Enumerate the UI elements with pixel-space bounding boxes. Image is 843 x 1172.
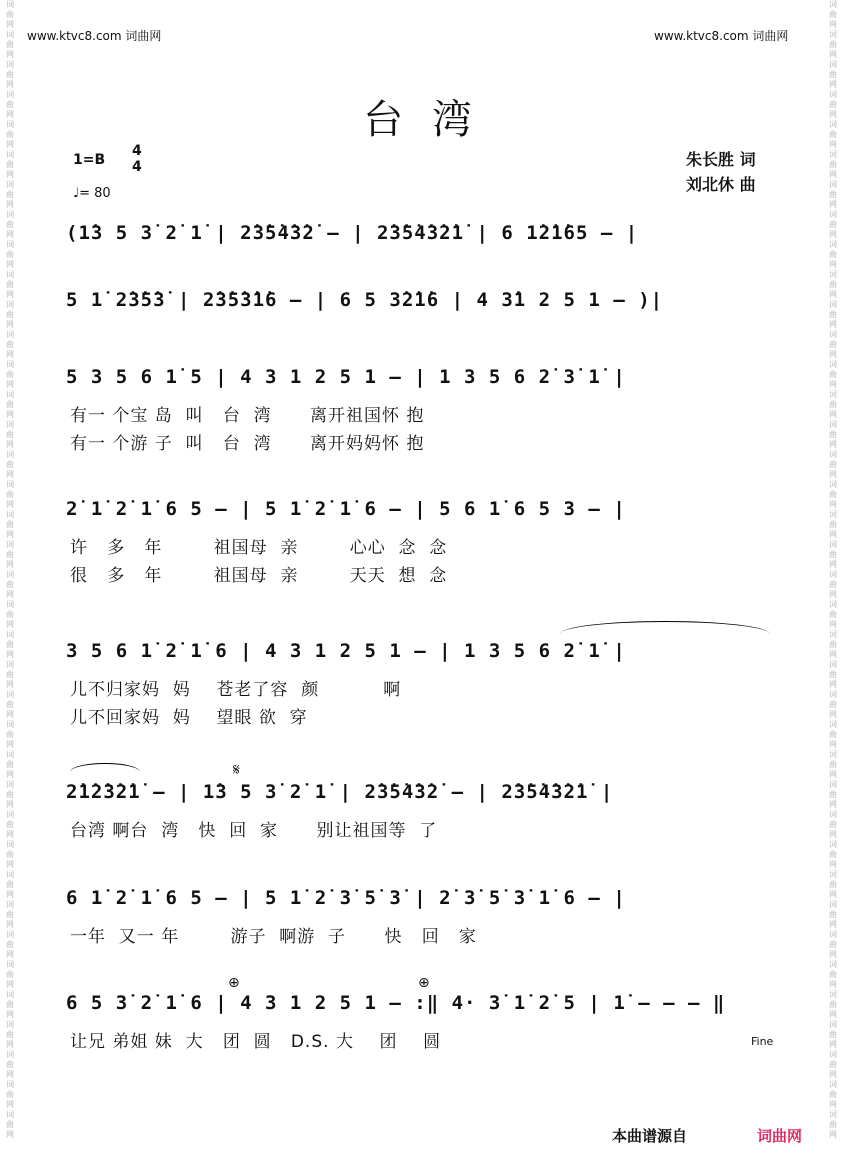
watermark-char: 词 [6,1050,14,1059]
watermark-char: 网 [6,950,14,959]
watermark-char: 网 [6,110,14,119]
lyric-line-2: 很 多 年 祖国母 亲 天天 想 念 [70,566,448,586]
watermark-char: 网 [6,1070,14,1079]
watermark-char: 词 [829,720,837,729]
watermark-char: 曲 [829,70,837,79]
watermark-char: 词 [829,900,837,909]
watermark-char: 网 [829,770,837,779]
watermark-char: 词 [829,480,837,489]
quarter-note-icon: ♩ [73,186,80,201]
watermark-char: 词 [6,720,14,729]
watermark-char: 曲 [829,700,837,709]
watermark-char: 网 [6,710,14,719]
watermark-char: 词 [6,840,14,849]
watermark-char: 网 [6,620,14,629]
phrase-slur-2 [70,763,140,772]
watermark-char: 词 [6,300,14,309]
watermark-char: 网 [829,170,837,179]
watermark-char: 网 [6,470,14,479]
time-sig-top: 4 [132,143,142,159]
watermark-char: 曲 [6,130,14,139]
watermark-char: 曲 [829,550,837,559]
watermark-char: 曲 [829,610,837,619]
watermark-char: 网 [829,530,837,539]
watermark-char: 曲 [829,520,837,529]
watermark-char: 曲 [829,10,837,19]
watermark-char: 网 [6,170,14,179]
watermark-char: 曲 [6,550,14,559]
watermark-char: 网 [829,260,837,269]
watermark-char: 曲 [829,130,837,139]
watermark-char: 词 [829,180,837,189]
watermark-char: 词 [829,840,837,849]
watermark-char: 词 [6,0,14,9]
watermark-char: 词 [6,630,14,639]
watermark-char: 网 [6,530,14,539]
watermark-char: 词 [6,90,14,99]
song-title: 台 湾 [363,97,480,143]
watermark-char: 词 [6,660,14,669]
watermark-char: 网 [829,440,837,449]
watermark-char: 词 [6,180,14,189]
watermark-char: 网 [6,1010,14,1019]
watermark-char: 词 [829,270,837,279]
watermark-char: 词 [6,120,14,129]
watermark-char: 词 [6,540,14,549]
watermark-char: 网 [829,350,837,359]
footer-source-label: 本曲谱源自 [612,1127,688,1145]
watermark-char: 网 [829,860,837,869]
watermark-char: 网 [6,1100,14,1109]
watermark-char: 曲 [829,220,837,229]
watermark-char: 曲 [6,1030,14,1039]
watermark-char: 网 [6,560,14,569]
watermark-char: 词 [6,1110,14,1119]
watermark-char: 词 [829,30,837,39]
watermark-char: 网 [829,800,837,809]
watermark-char: 网 [829,80,837,89]
watermark-char: 词 [829,330,837,339]
watermark-char: 曲 [829,940,837,949]
notation-row: 6 5 3̇ 2̇ 1̇ 6 | 4 3 1 2 5 1 – :‖ 4· 3̇ 1̇ 2̇ 5 | 1̇ – – – ‖ [66,992,726,1014]
watermark-char: 网 [829,680,837,689]
watermark-char: 词 [829,0,837,9]
watermark-char: 曲 [829,880,837,889]
watermark-char: 曲 [6,1000,14,1009]
watermark-char: 网 [6,380,14,389]
watermark-char: 网 [829,110,837,119]
watermark-char: 网 [829,50,837,59]
watermark-char: 词 [829,1050,837,1059]
watermark-char: 词 [6,210,14,219]
watermark-char: 网 [829,1010,837,1019]
watermark-char: 曲 [829,340,837,349]
watermark-char: 网 [6,500,14,509]
watermark-char: 网 [829,830,837,839]
watermark-char: 曲 [6,580,14,589]
notation-row: 2̇ 1̇ 2̇ 1̇ 6 5 – | 5 1̇ 2̇ 1̇ 6 – | 5 6 1̇ 6 5 3 – | [66,498,626,520]
watermark-char: 网 [6,200,14,209]
watermark-char: 曲 [6,670,14,679]
watermark-char: 网 [6,140,14,149]
watermark-char: 词 [6,750,14,759]
watermark-char: 词 [6,930,14,939]
watermark-char: 曲 [829,760,837,769]
watermark-char: 网 [6,800,14,809]
watermark-char: 曲 [829,40,837,49]
watermark-char: 曲 [6,370,14,379]
watermark-char: 曲 [6,1090,14,1099]
watermark-char: 网 [6,920,14,929]
watermark-char: 曲 [6,790,14,799]
notation-row: 5 3 5 6 1̇ 5 | 4 3 1 2 5 1 – | 1 3 5 6 2̇ 3̇ 1̇ | [66,366,626,388]
watermark-char: 曲 [6,640,14,649]
notation-row: 2̇1̇2̇3̇2̇1̇ – | 1̇3 5 3̇ 2̇ 1̇ | 2̇3̇5̇4̇3̇2̇ – | 2̇3̇5̇4̇3̇2̇1̇ | [66,781,614,803]
watermark-char: 网 [829,380,837,389]
watermark-char: 曲 [6,160,14,169]
watermark-char: 词 [829,990,837,999]
composer: 刘北休 曲 [686,175,756,194]
watermark-char: 网 [829,620,837,629]
watermark-char: 曲 [6,70,14,79]
notation-row: (1̇3 5 3̇ 2̇ 1̇ | 2̇3̇5̇4̇3̇2̇ – | 2̇3̇5̇4̇3̇2̇1̇ | 6 1̇2̇1̇65 – | [66,222,639,244]
key-signature: 1=B [73,152,106,168]
watermark-char: 曲 [6,820,14,829]
lyric-line-1: 一年 又一 年 游子 啊游 子 快 回 家 [70,927,477,947]
watermark-char: 词 [6,420,14,429]
notation-row: 3 5 6 1̇ 2̇ 1̇ 6 | 4 3 1 2 5 1 – | 1 3 5 6 2̇ 1̇ | [66,640,626,662]
watermark-char: 词 [829,60,837,69]
watermark-char: 词 [6,150,14,159]
watermark-char: 曲 [6,460,14,469]
right-watermark-strip [825,0,841,1172]
watermark-char: 词 [6,1080,14,1089]
watermark-char: 曲 [6,220,14,229]
watermark-char: 词 [6,390,14,399]
watermark-char: 词 [829,90,837,99]
watermark-char: 词 [829,660,837,669]
watermark-char: 网 [6,80,14,89]
watermark-char: 曲 [6,400,14,409]
watermark-char: 词 [6,270,14,279]
watermark-char: 词 [829,150,837,159]
watermark-char: 词 [6,1020,14,1029]
watermark-char: 词 [829,450,837,459]
watermark-char: 网 [6,320,14,329]
watermark-char: 词 [829,1110,837,1119]
watermark-char: 词 [829,300,837,309]
watermark-char: 曲 [6,940,14,949]
watermark-char: 词 [829,1080,837,1089]
watermark-char: 网 [6,770,14,779]
watermark-char: 曲 [829,970,837,979]
watermark-char: 曲 [829,280,837,289]
watermark-char: 网 [829,410,837,419]
watermark-char: 曲 [6,310,14,319]
watermark-char: 词 [829,1020,837,1029]
watermark-char: 曲 [6,430,14,439]
watermark-char: 词 [829,210,837,219]
watermark-char: 网 [6,50,14,59]
watermark-char: 网 [6,20,14,29]
watermark-char: 网 [6,650,14,659]
watermark-char: 词 [829,750,837,759]
watermark-char: 词 [6,690,14,699]
watermark-char: 网 [829,140,837,149]
phrase-slur [560,621,770,634]
watermark-char: 词 [6,30,14,39]
watermark-char: 曲 [829,1000,837,1009]
watermark-char: 曲 [6,1060,14,1069]
watermark-char: 网 [829,20,837,29]
lyricist: 朱长胜 词 [686,150,756,169]
lyric-line-1: 台湾 啊台 湾 快 回 家 别让祖国等 了 [70,821,438,841]
watermark-char: 曲 [829,250,837,259]
watermark-char: 曲 [6,190,14,199]
fine-mark: Fine [751,1035,774,1048]
lyric-line-2: 儿不回家妈 妈 望眼 欲 穿 [70,708,308,728]
watermark-char: 词 [6,600,14,609]
watermark-char: 曲 [829,490,837,499]
watermark-char: 网 [6,260,14,269]
watermark-char: 词 [6,990,14,999]
lyric-line-1: 许 多 年 祖国母 亲 心心 念 念 [70,538,448,558]
watermark-char: 曲 [6,1120,14,1129]
lyric-line-2: 有一 个游 子 叫 台 湾 离开妈妈怀 抱 [70,434,425,454]
watermark-char: 网 [829,1130,837,1139]
watermark-char: 网 [829,980,837,989]
watermark-char: 曲 [6,850,14,859]
watermark-char: 曲 [6,100,14,109]
watermark-char: 网 [829,950,837,959]
watermark-char: 曲 [6,730,14,739]
header-url-right[interactable]: www.ktvc8.com 词曲网 [654,29,789,43]
watermark-char: 网 [829,1040,837,1049]
segno-icon: 𝄋 [233,760,240,779]
watermark-char: 曲 [6,910,14,919]
watermark-char: 网 [6,830,14,839]
watermark-char: 词 [829,690,837,699]
watermark-char: 曲 [6,250,14,259]
watermark-char: 曲 [6,760,14,769]
watermark-char: 网 [6,230,14,239]
watermark-char: 网 [6,410,14,419]
watermark-char: 网 [829,470,837,479]
watermark-char: 词 [829,420,837,429]
watermark-char: 曲 [829,580,837,589]
watermark-char: 网 [6,1040,14,1049]
watermark-char: 曲 [6,700,14,709]
header-url-left[interactable]: www.ktvc8.com 词曲网 [27,29,162,43]
watermark-char: 网 [6,680,14,689]
watermark-char: 网 [6,590,14,599]
watermark-char: 词 [829,780,837,789]
watermark-char: 曲 [829,160,837,169]
watermark-char: 词 [829,360,837,369]
coda-icon: ⊕ [228,975,240,991]
watermark-char: 曲 [6,40,14,49]
watermark-char: 曲 [6,280,14,289]
watermark-char: 词 [6,810,14,819]
watermark-char: 网 [829,920,837,929]
watermark-char: 网 [6,890,14,899]
watermark-char: 词 [829,240,837,249]
watermark-char: 网 [6,740,14,749]
watermark-char: 词 [6,360,14,369]
watermark-char: 网 [6,980,14,989]
watermark-char: 网 [829,1100,837,1109]
watermark-char: 词 [6,480,14,489]
watermark-char: 曲 [829,100,837,109]
watermark-char: 曲 [829,670,837,679]
watermark-char: 网 [829,590,837,599]
time-signature [132,143,142,175]
lyric-line-1: 让兄 弟姐 妹 大 团 圆 D.S. 大 团 圆 [70,1032,442,1052]
watermark-char: 网 [829,650,837,659]
watermark-char: 网 [829,1070,837,1079]
watermark-char: 网 [829,890,837,899]
watermark-char: 词 [6,780,14,789]
watermark-char: 网 [829,560,837,569]
watermark-char: 词 [829,810,837,819]
watermark-char: 词 [6,900,14,909]
watermark-char: 曲 [829,190,837,199]
watermark-char: 网 [6,350,14,359]
footer-brand[interactable]: 词曲网 [757,1127,803,1145]
watermark-char: 词 [6,330,14,339]
watermark-char: 词 [829,390,837,399]
watermark-char: 词 [829,630,837,639]
watermark-char: 网 [6,290,14,299]
watermark-char: 曲 [829,460,837,469]
watermark-char: 网 [829,710,837,719]
lyric-line-1: 儿不归家妈 妈 苍老了容 颜 啊 [70,680,402,700]
watermark-char: 曲 [829,790,837,799]
time-sig-bottom: 4 [132,159,142,175]
watermark-char: 曲 [829,310,837,319]
watermark-char: 网 [829,500,837,509]
watermark-char: 网 [829,230,837,239]
coda-icon-2: ⊕ [418,975,430,991]
tempo-value: = 80 [79,186,111,201]
watermark-char: 曲 [829,1090,837,1099]
watermark-char: 网 [829,320,837,329]
watermark-char: 曲 [829,910,837,919]
watermark-char: 词 [829,570,837,579]
watermark-char: 曲 [6,880,14,889]
watermark-char: 词 [829,930,837,939]
watermark-char: 曲 [829,1060,837,1069]
watermark-char: 曲 [829,400,837,409]
watermark-char: 曲 [829,640,837,649]
watermark-char: 词 [6,570,14,579]
lyric-line-1: 有一 个宝 岛 叫 台 湾 离开祖国怀 抱 [70,406,425,426]
left-watermark-strip [2,0,18,1172]
watermark-char: 词 [829,510,837,519]
watermark-char: 曲 [6,340,14,349]
watermark-char: 词 [829,960,837,969]
watermark-char: 网 [6,860,14,869]
watermark-char: 曲 [829,370,837,379]
tempo-mark [73,186,111,201]
watermark-char: 曲 [829,850,837,859]
watermark-char: 词 [829,120,837,129]
watermark-char: 词 [829,870,837,879]
watermark-char: 曲 [6,490,14,499]
watermark-char: 网 [6,1130,14,1139]
watermark-char: 曲 [829,1030,837,1039]
watermark-char: 曲 [829,820,837,829]
notation-row: 5 1̇ 2̇3̇5̇3̇ | 2̇3̇5̇3̇1̇6 – | 6 5 3̇2̇1̇6 | 4 3̇1 2 5 1 – )| [66,289,664,311]
watermark-char: 曲 [829,430,837,439]
watermark-char: 曲 [6,520,14,529]
watermark-char: 曲 [6,970,14,979]
watermark-char: 词 [6,960,14,969]
watermark-char: 词 [6,510,14,519]
notation-row: 6 1̇ 2̇ 1̇ 6 5 – | 5 1̇ 2̇ 3̇ 5̇ 3̇ | 2̇ 3̇ 5̇ 3̇ 1̇ 6 – | [66,887,626,909]
watermark-char: 曲 [6,610,14,619]
watermark-char: 网 [829,200,837,209]
watermark-char: 网 [829,290,837,299]
watermark-char: 词 [6,870,14,879]
watermark-char: 网 [829,740,837,749]
watermark-char: 曲 [6,10,14,19]
watermark-char: 词 [829,600,837,609]
watermark-char: 曲 [829,1120,837,1129]
watermark-char: 词 [6,450,14,459]
watermark-char: 曲 [829,730,837,739]
watermark-char: 网 [6,440,14,449]
watermark-char: 词 [6,60,14,69]
watermark-char: 词 [6,240,14,249]
watermark-char: 词 [829,540,837,549]
